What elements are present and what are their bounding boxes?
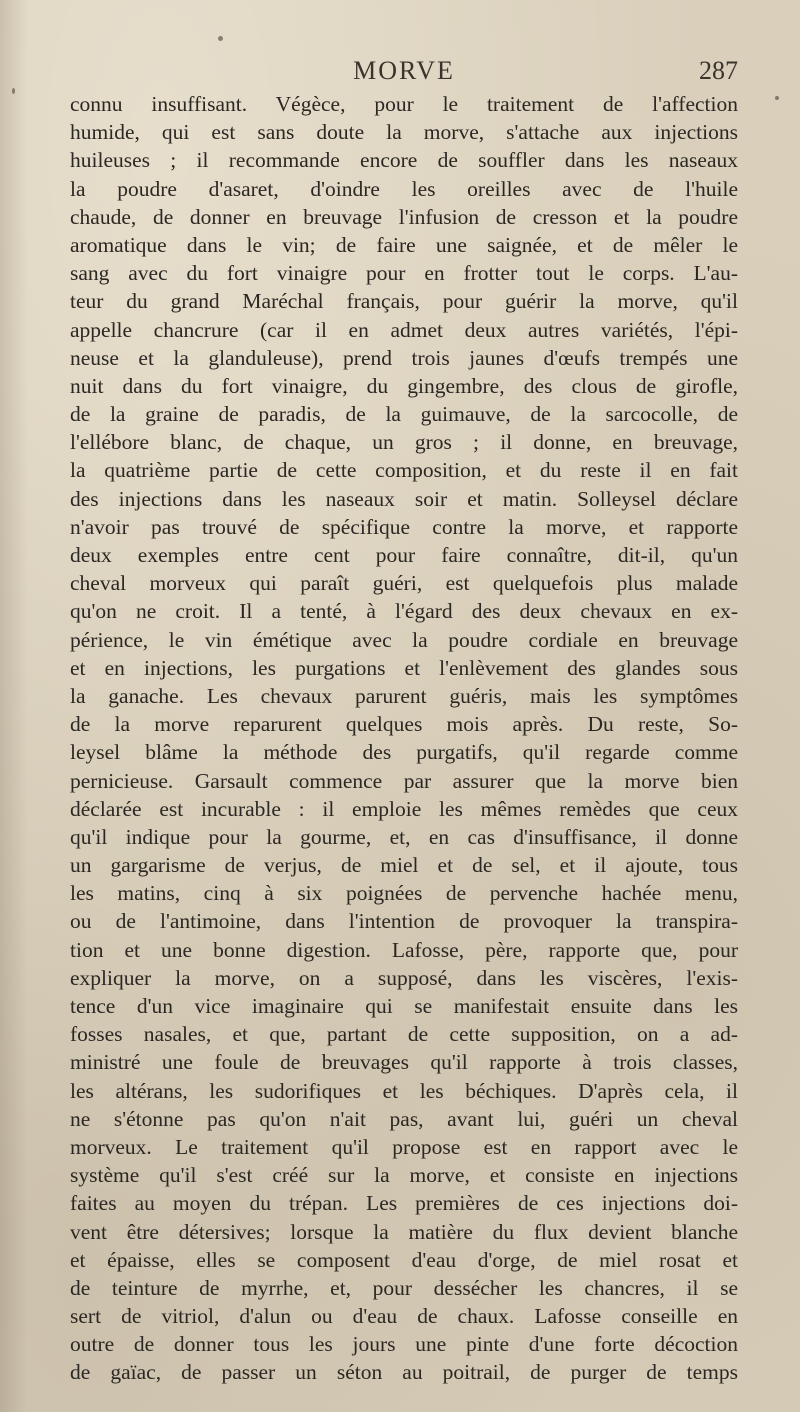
text-line: chaude, de donner en breuvage l'infusion de cresson et la poudre — [70, 204, 738, 229]
ink-speck — [775, 96, 779, 100]
text-line: vent être détersives; lorsque la matière du flux devient blanche — [70, 1219, 738, 1244]
text-line: fosses nasales, et que, partant de cette supposition, on a ad- — [70, 1022, 738, 1047]
text-line: tion et une bonne digestion. Lafosse, père, rapporte que, pour — [70, 937, 738, 962]
text-line: connu insuffisant. Végèce, pour le traitement de l'affection — [70, 92, 738, 116]
text-line: outre de donner tous les jours une pinte d'une forte décoction — [70, 1332, 738, 1357]
text-line: faites au moyen du trépan. Les premières de ces injections doi- — [70, 1191, 738, 1216]
page-number: 287 — [699, 56, 738, 85]
text-line: et épaisse, elles se composent d'eau d'orge, de miel rosat et — [70, 1247, 738, 1272]
page-edge-shadow — [0, 0, 28, 1412]
text-line: ministré une foule de breuvages qu'il rapporte à trois classes, — [70, 1050, 738, 1075]
text-line: ne s'étonne pas qu'on n'ait pas, avant lui, guéri un cheval — [70, 1106, 738, 1131]
ink-speck — [218, 36, 223, 41]
text-line: aromatique dans le vin; de faire une saignée, et de mêler le — [70, 232, 738, 257]
text-line: de la graine de paradis, de la guimauve, de la sarcocolle, de — [70, 402, 738, 427]
text-line: appelle chancrure (car il en admet deux autres variétés, l'épi- — [70, 317, 738, 342]
text-line: qu'il indique pour la gourme, et, en cas d'insuffisance, il donne — [70, 824, 738, 849]
text-line: nuit dans du fort vinaigre, du gingembre, des clous de girofle, — [70, 373, 738, 398]
text-line: leysel blâme la méthode des purgatifs, qu'il regarde comme — [70, 740, 738, 765]
text-line: de gaïac, de passer un séton au poitrail, de purger de temps — [70, 1360, 738, 1385]
text-line: teur du grand Maréchal français, pour guérir la morve, qu'il — [70, 289, 738, 314]
text-line: la poudre d'asaret, d'oindre les oreilles avec de l'huile — [70, 176, 738, 201]
text-line: sert de vitriol, d'alun ou d'eau de chaux. Lafosse conseille en — [70, 1304, 738, 1329]
text-line: la quatrième partie de cette composition, et du reste il en fait — [70, 458, 738, 483]
ink-speck — [12, 88, 15, 94]
text-line: expliquer la morve, on a supposé, dans les viscères, l'exis- — [70, 965, 738, 990]
text-line: deux exemples entre cent pour faire connaître, dit-il, qu'un — [70, 543, 738, 567]
text-line: périence, le vin émétique avec la poudre cordiale en breuvage — [70, 627, 738, 652]
text-line: et en injections, les purgations et l'enlèvement des glandes sous — [70, 655, 738, 680]
text-line: tence d'un vice imaginaire qui se manifestait ensuite dans les — [70, 994, 738, 1018]
text-line: les altérans, les sudorifiques et les béchiques. D'après cela, il — [70, 1078, 738, 1103]
text-line: ou de l'antimoine, dans l'intention de provoquer la transpira- — [70, 909, 738, 934]
text-line: la ganache. Les chevaux parurent guéris, mais les symptômes — [70, 683, 738, 708]
text-line: huileuses ; il recommande encore de souffler dans les naseaux — [70, 148, 738, 173]
text-line: de teinture de myrrhe, et, pour dessécher les chancres, il se — [70, 1275, 738, 1300]
text-line: humide, qui est sans doute la morve, s'attache aux injections — [70, 120, 738, 145]
text-line: de la morve reparurent quelques mois après. Du reste, So- — [70, 712, 738, 737]
running-title: MORVE — [353, 56, 455, 85]
text-line: morveux. Le traitement qu'il propose est en rapport avec le — [70, 1134, 738, 1159]
text-line: déclarée est incurable : il emploie les mêmes remèdes que ceux — [70, 796, 738, 821]
text-line: des injections dans les naseaux soir et matin. Solleysel déclare — [70, 486, 738, 511]
text-line: un gargarisme de verjus, de miel et de sel, et il ajoute, tous — [70, 853, 738, 878]
text-line: neuse et la glanduleuse), prend trois jaunes d'œufs trempés une — [70, 345, 738, 370]
text-line: les matins, cinq à six poignées de pervenche hachée menu, — [70, 881, 738, 906]
text-line: pernicieuse. Garsault commence par assurer que la morve bien — [70, 768, 738, 793]
body-text — [70, 90, 738, 1387]
text-line: sang avec du fort vinaigre pour en frotter tout le corps. L'au- — [70, 261, 738, 286]
text-line: système qu'il s'est créé sur la morve, et consiste en injections — [70, 1163, 738, 1188]
text-line: cheval morveux qui paraît guéri, est quelquefois plus malade — [70, 571, 738, 596]
page-header — [70, 56, 738, 90]
text-line: n'avoir pas trouvé de spécifique contre la morve, et rapporte — [70, 514, 738, 539]
text-line: qu'on ne croit. Il a tenté, à l'égard des deux chevaux en ex- — [70, 599, 738, 624]
text-line: l'ellébore blanc, de chaque, un gros ; il donne, en breuvage, — [70, 430, 738, 455]
